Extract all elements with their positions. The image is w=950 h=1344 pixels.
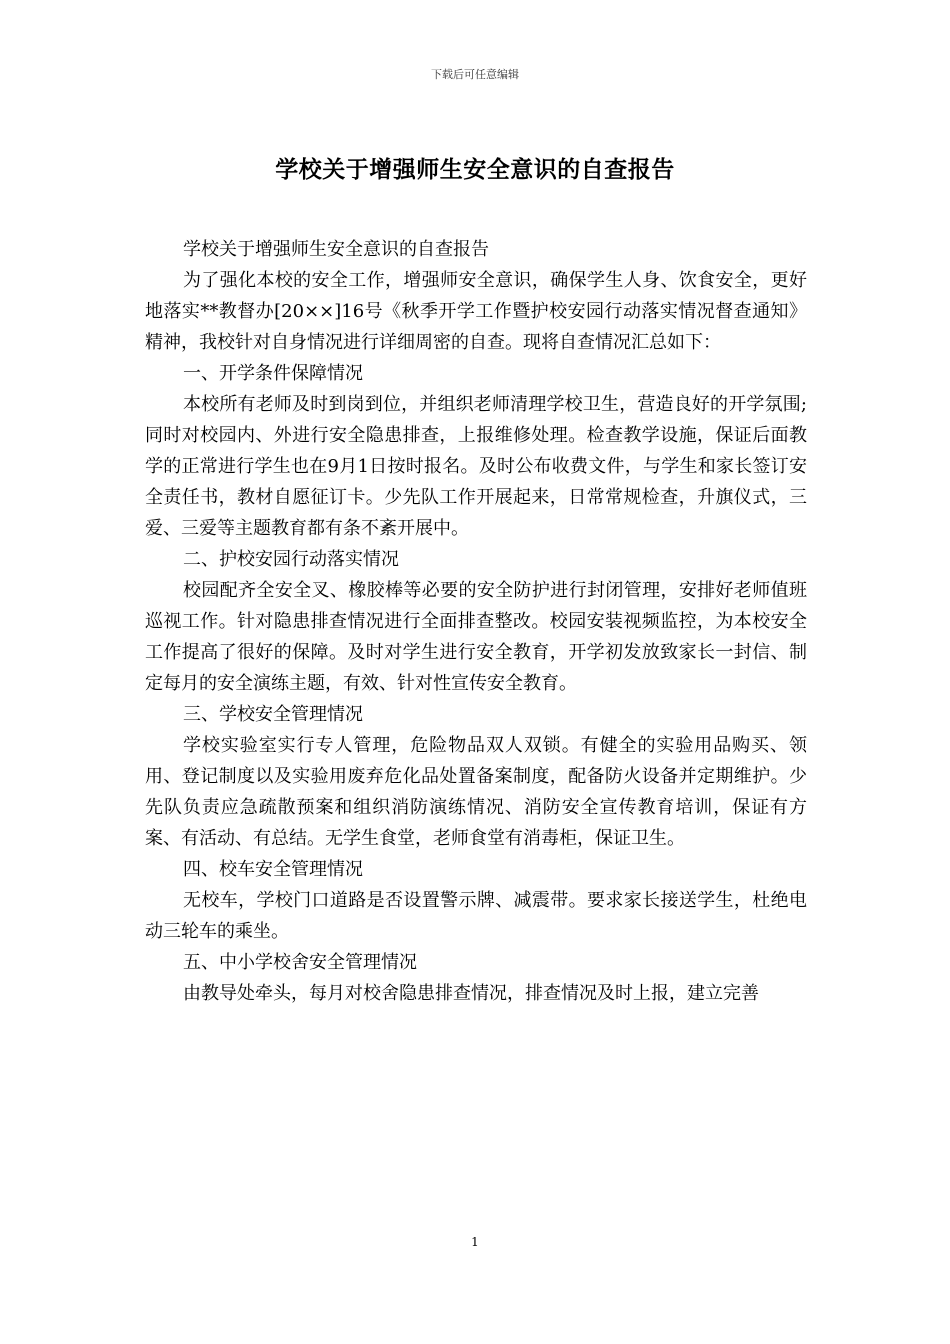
section-heading-4: 四、校车安全管理情况 (183, 859, 363, 880)
paragraph-section-1: 本校所有老师及时到岗到位，并组织老师清理学校卫生，营造良好的开学氛围;同时对校园内、外进行安全隐患排查，上报维修处理。检查教学设施，保证后面教学的正常进行学生也在9月1日按时报名。及时公布收费文件，与学生和家长签订安全责任书，教材自愿征订卡。少先队工作开展起来，日常常规检查，升旗仪式，三爱、三爱等主题教育都有条不紊开展中。 (145, 394, 807, 539)
paragraph-section-5: 由教导处牵头，每月对校舍隐患排查情况，排查情况及时上报，建立完善 (183, 983, 759, 1004)
section-heading-5: 五、中小学校舍安全管理情况 (183, 952, 417, 973)
paragraph-section-3: 学校实验室实行专人管理，危险物品双人双锁。有健全的实验用品购买、领用、登记制度以及实验用废弃危化品处置备案制度，配备防火设备并定期维护。少先队负责应急疏散预案和组织消防演练情况、消防安全宣传教育培训，保证有方案、有活动、有总结。无学生食堂，老师食堂有消毒柜，保证卫生。 (145, 735, 807, 849)
section-heading-3: 三、学校安全管理情况 (183, 704, 363, 725)
paragraph-section-2: 校园配齐全安全叉、橡胶棒等必要的安全防护进行封闭管理，安排好老师值班巡视工作。针对隐患排查情况进行全面排查整改。校园安装视频监控，为本校安全工作提高了很好的保障。及时对学生进行安全教育，开学初发放致家长一封信、制定每月的安全演练主题，有效、针对性宣传安全教育。 (145, 580, 807, 694)
paragraph-section-4: 无校车，学校门口道路是否设置警示牌、减震带。要求家长接送学生，杜绝电动三轮车的乘坐。 (145, 890, 807, 942)
document-title: 学校关于增强师生安全意识的自查报告 (275, 157, 675, 183)
document-body (145, 234, 807, 1009)
paragraph-subtitle: 学校关于增强师生安全意识的自查报告 (183, 239, 489, 260)
header-note: 下载后可任意编辑 (431, 68, 519, 81)
section-heading-2: 二、护校安园行动落实情况 (183, 549, 399, 570)
paragraph-intro: 为了强化本校的安全工作，增强师安全意识，确保学生人身、饮食安全，更好地落实**教督办[20××]16号《秋季开学工作暨护校安园行动落实情况督查通知》精神，我校针对自身情况进行详细周密的自查。现将自查情况汇总如下： (145, 270, 807, 353)
section-heading-1: 一、开学条件保障情况 (183, 363, 363, 384)
page-number: 1 (471, 1235, 479, 1249)
